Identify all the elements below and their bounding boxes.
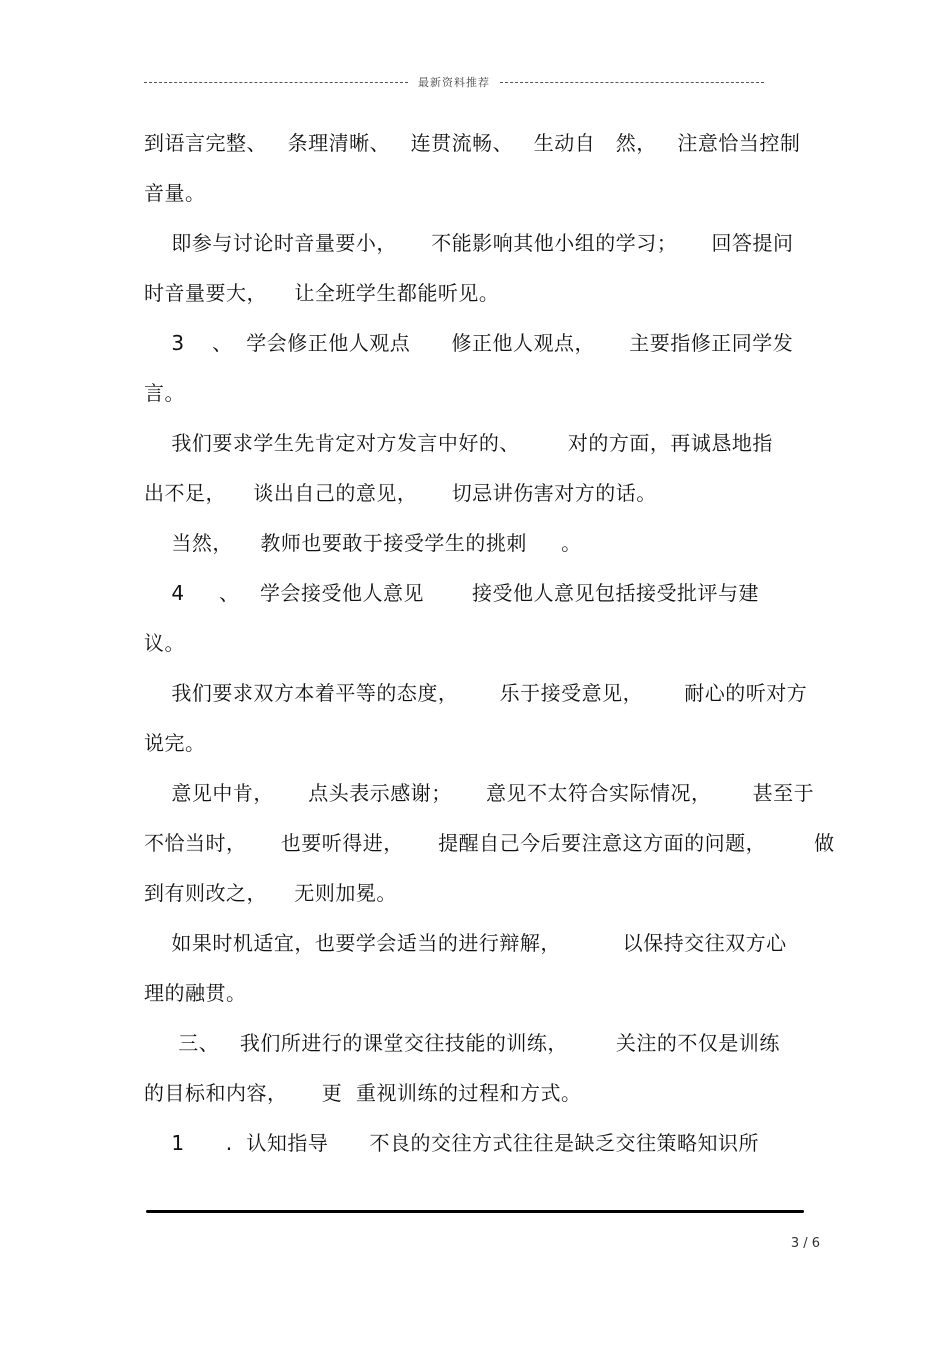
text-line: 4 、 学会接受他人意见 接受他人意见包括接受批评与建 (144, 581, 760, 605)
header-rule-right (500, 82, 764, 83)
text-line: 如果时机适宜，也要学会适当的进行辩解， 以保持交往双方心 (144, 931, 787, 955)
text-line: 议。 (144, 631, 185, 655)
text-line: 音量。 (144, 181, 206, 205)
text-line: 1 . 认知指导 不良的交往方式往往是缺乏交往策略知识所 (144, 1131, 760, 1155)
text-line: 即参与讨论时音量要小， 不能影响其他小组的学习； 回答提问 (144, 231, 794, 255)
text-line: 我们要求学生先肯定对方发言中好的、 对的方面，再诚恳地指 (144, 431, 773, 455)
text-line: 到有则改之， 无则加冕。 (144, 881, 397, 905)
header-rule-left (144, 82, 408, 83)
text-line: 到语言完整、 条理清晰、 连贯流畅、 生动自 然， 注意恰当控制 (144, 131, 801, 155)
footer-rule (146, 1210, 804, 1213)
text-line: 说完。 (144, 731, 206, 755)
header-title: 最新资料推荐 (418, 76, 490, 89)
page-number: 3 / 6 (790, 1236, 820, 1251)
text-line: 言。 (144, 381, 185, 405)
text-line: 3 、 学会修正他人观点 修正他人观点， 主要指修正同学发 (144, 331, 794, 355)
text-line: 三、 我们所进行的课堂交往技能的训练， 关注的不仅是训练 (144, 1031, 780, 1055)
text-line: 理的融贯。 (144, 981, 247, 1005)
text-line: 我们要求双方本着平等的态度， 乐于接受意见， 耐心的听对方 (144, 681, 808, 705)
text-line: 时音量要大， 让全班学生都能听见。 (144, 281, 500, 305)
text-line: 当然， 教师也要敢于接受学生的挑刺 。 (144, 531, 582, 555)
text-line: 不恰当时， 也要听得进， 提醒自己今后要注意这方面的问题， 做 (144, 831, 835, 855)
text-line: 出不足， 谈出自己的意见， 切忌讲伤害对方的话。 (144, 481, 657, 505)
text-line: 的目标和内容， 更 重视训练的过程和方式。 (144, 1081, 582, 1105)
page-header (144, 72, 764, 92)
text-line: 意见中肯， 点头表示感谢； 意见不太符合实际情况， 甚至于 (144, 781, 815, 805)
